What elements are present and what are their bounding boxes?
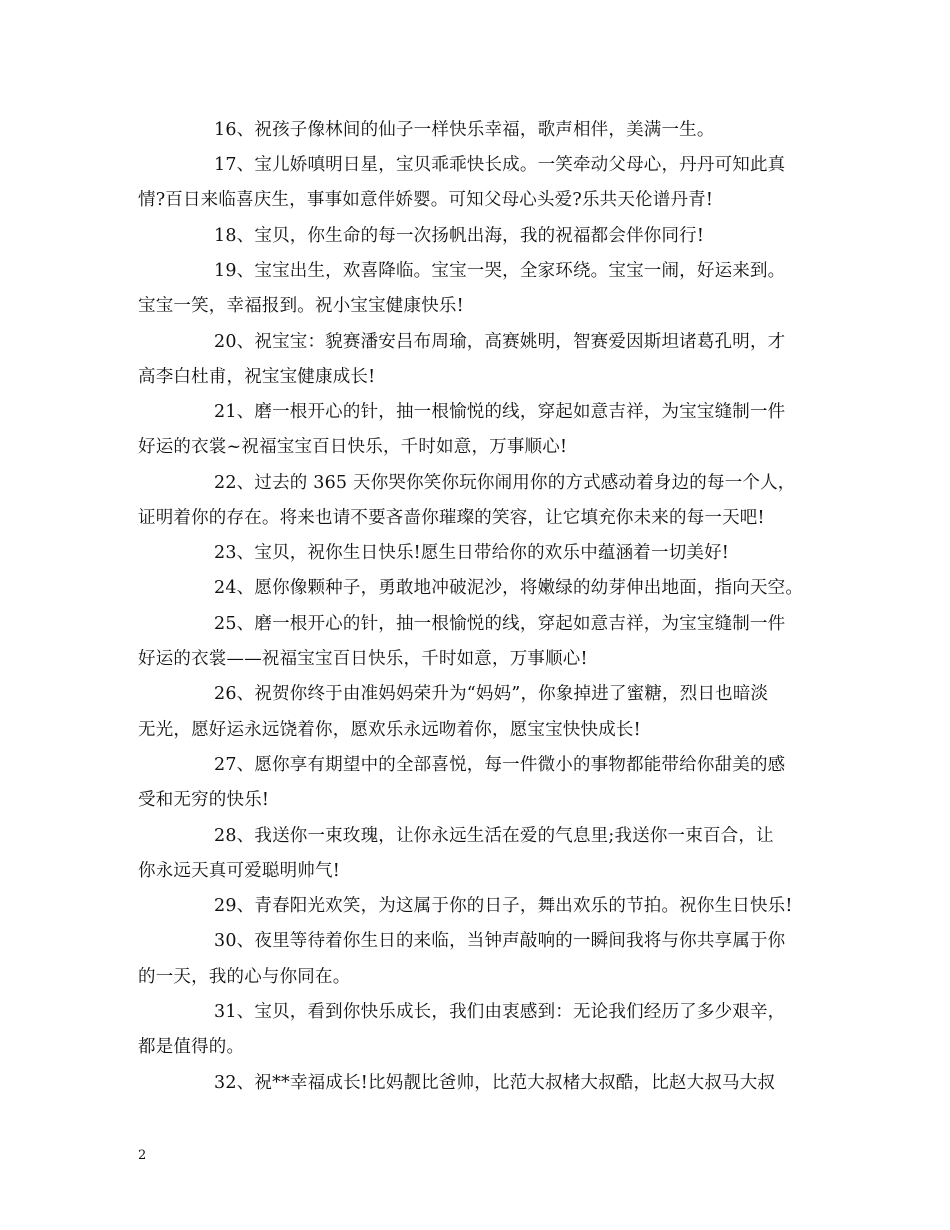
page-number: 2 xyxy=(138,1148,147,1163)
text-line: 无光，愿好运永远饶着你，愿欢乐永远吻着你，愿宝宝快快成长! xyxy=(138,720,641,740)
text-line: 21、磨一根开心的针，抽一根愉悦的线，穿起如意吉祥，为宝宝缝制一件 xyxy=(214,402,786,422)
text-line: 20、祝宝宝：貌赛潘安吕布周瑜，高赛姚明，智赛爱因斯坦诸葛孔明，才 xyxy=(214,332,786,352)
text-line: 19、宝宝出生，欢喜降临。宝宝一哭，全家环绕。宝宝一闹，好运来到。 xyxy=(214,261,786,281)
text-line: 30、夜里等待着你生日的来临，当钟声敲响的一瞬间我将与你共享属于你 xyxy=(214,931,786,951)
text-line: 受和无穷的快乐! xyxy=(138,790,270,810)
text-line: 32、祝**幸福成长!比妈靓比爸帅，比范大叔楮大叔酷，比赵大叔马大叔 xyxy=(214,1073,776,1093)
text-line: 31、宝贝，看到你快乐成长，我们由衷感到：无论我们经历了多少艰辛， xyxy=(214,1002,786,1022)
text-line: 18、宝贝，你生命的每一次扬帆出海，我的祝福都会伴你同行! xyxy=(214,226,705,246)
text-line: 好运的衣裳——祝福宝宝百日快乐，千时如意，万事顺心! xyxy=(138,649,588,669)
text-line: 17、宝儿娇嗔明日星，宝贝乖乖快长成。一笑牵动父母心，丹丹可知此真 xyxy=(214,155,786,175)
text-line: 28、我送你一束玫瑰，让你永远生活在爱的气息里;我送你一束百合，让 xyxy=(214,826,774,846)
text-line: 29、青春阳光欢笑，为这属于你的日子，舞出欢乐的节拍。祝你生日快乐! xyxy=(214,896,793,916)
text-line: 27、愿你享有期望中的全部喜悦，每一件微小的事物都能带给你甜美的感 xyxy=(214,755,786,775)
text-line: 23、宝贝，祝你生日快乐!愿生日带给你的欢乐中蕴涵着一切美好! xyxy=(214,543,730,563)
text-line: 16、祝孩子像林间的仙子一样快乐幸福，歌声相伴，美满一生。 xyxy=(214,120,715,140)
text-line: 的一天，我的心与你同在。 xyxy=(138,967,351,987)
text-line: 情?百日来临喜庆生，事事如意伴娇婴。可知父母心头爱?乐共天伦谱丹青! xyxy=(138,190,714,210)
text-line: 22、过去的 365 天你哭你笑你玩你闹用你的方式感动着身边的每一个人， xyxy=(214,473,796,493)
text-line: 证明着你的存在。将来也请不要吝啬你璀璨的笑容，让它填充你未来的每一天吧! xyxy=(138,508,765,528)
text-line: 25、磨一根开心的针，抽一根愉悦的线，穿起如意吉祥，为宝宝缝制一件 xyxy=(214,614,786,634)
text-line: 26、祝贺你终于由准妈妈荣升为“妈妈”，你象掉进了蜜糖，烈日也暗淡 xyxy=(214,684,769,704)
text-line: 高李白杜甫，祝宝宝健康成长! xyxy=(138,367,376,387)
text-line: 宝宝一笑，幸福报到。祝小宝宝健康快乐! xyxy=(138,296,464,316)
text-line: 好运的衣裳~祝福宝宝百日快乐，千时如意，万事顺心! xyxy=(138,437,568,457)
text-line: 都是值得的。 xyxy=(138,1037,245,1057)
text-line: 24、愿你像颗种子，勇敢地冲破泥沙，将嫩绿的幼芽伸出地面，指向天空。 xyxy=(214,578,804,598)
text-line: 你永远天真可爱聪明帅气! xyxy=(138,861,340,881)
